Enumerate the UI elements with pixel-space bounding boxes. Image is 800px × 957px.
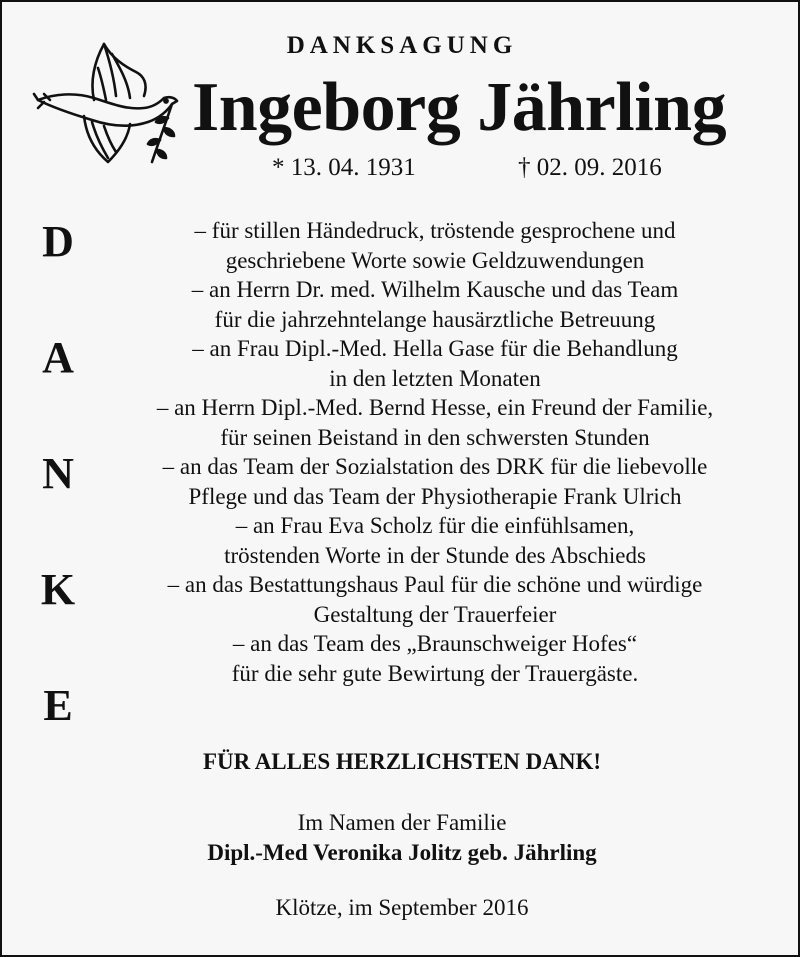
birth-date: * 13. 04. 1931 — [272, 154, 416, 181]
closing-thanks: FÜR ALLES HERZLICHSTEN DANK! — [202, 749, 602, 774]
thanks-line: – an das Team der Sozialstation des DRK für die liebevolle — [162, 454, 708, 479]
thanks-line: – an Frau Dipl.-Med. Hella Gase für die Behandlung — [192, 336, 678, 361]
thanks-line: geschriebene Worte sowie Geldzuwendungen — [225, 247, 645, 273]
thanks-line: in den letzten Monaten — [329, 365, 541, 391]
danke-letter-d: D — [42, 217, 74, 266]
family-intro: Im Namen der Familie — [297, 810, 507, 835]
thanks-line: – an Herrn Dipl.-Med. Bernd Hesse, ein Freund der Familie, — [156, 395, 714, 420]
thanks-line: für die jahrzehntelange hausärztliche Betreuung — [214, 306, 656, 332]
death-date: † 02. 09. 2016 — [518, 154, 662, 181]
notice-type-label: DANKSAGUNG — [286, 32, 518, 59]
deceased-name: Ingeborg Jährling — [192, 69, 727, 146]
thanks-line: – für stillen Händedruck, tröstende gesprochene und — [194, 218, 676, 243]
danke-letter-e: E — [43, 681, 73, 730]
thanks-line: – an das Bestattungshaus Paul für die schöne und würdige — [167, 572, 703, 597]
place-and-date: Klötze, im September 2016 — [275, 895, 529, 920]
thanks-line: Pflege und das Team der Physiotherapie Frank Ulrich — [188, 483, 682, 509]
thanks-line: Gestaltung der Trauerfeier — [313, 601, 557, 627]
thanks-line: – an Frau Eva Scholz für die einfühlsamen, — [235, 513, 635, 538]
thanks-line: – an Herrn Dr. med. Wilhelm Kausche und das Team — [191, 277, 679, 302]
signer-name: Dipl.-Med Veronika Jolitz geb. Jährling — [207, 840, 597, 865]
thanks-line: für seinen Beistand in den schwersten Stunden — [220, 424, 650, 450]
thanks-line: – an das Team des „Braunschweiger Hofes“ — [232, 631, 638, 656]
thanks-line: tröstenden Worte in der Stunde des Abschieds — [224, 542, 646, 568]
danke-letter-k: K — [40, 565, 76, 614]
danke-letter-a: A — [42, 333, 74, 382]
danke-letter-n: N — [42, 449, 74, 498]
thanks-line: für die sehr gute Bewirtung der Trauergäste. — [231, 660, 639, 686]
thanks-list — [90, 216, 780, 688]
dove-with-olive-branch-icon — [32, 38, 182, 166]
